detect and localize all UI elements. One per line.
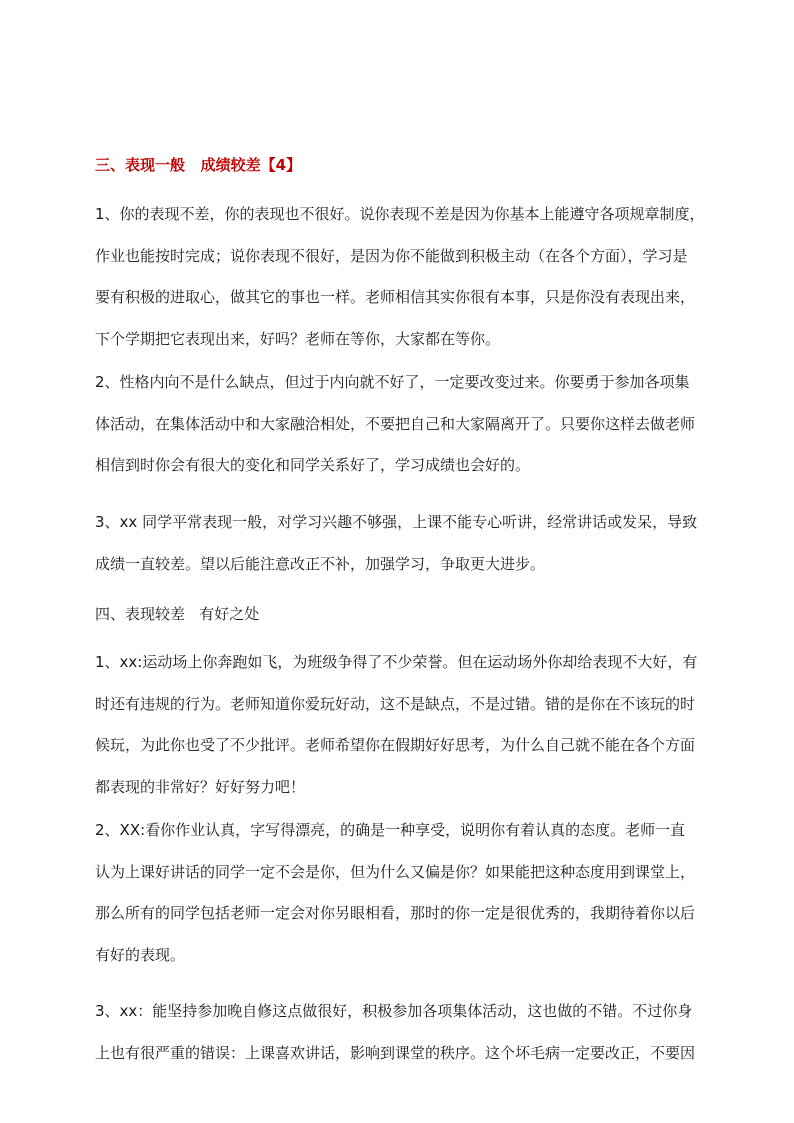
text-line: 有好的表现。 <box>95 945 186 964</box>
text-line: 相信到时你会有很大的变化和同学关系好了，学习成绩也会好的。 <box>95 456 531 474</box>
text-line: 成绩一直较差。望以后能注意改正不补，加强学习，争取更大进步。 <box>95 554 546 573</box>
paragraph <box>95 997 735 1067</box>
text-line: 2、性格内向不是什么缺点，但过于内向就不好了，一定要改变过来。你要勇于参加各项集 <box>95 373 690 391</box>
paragraph <box>95 816 735 969</box>
text-line: 下个学期把它表现出来，好吗？老师在等你，大家都在等你。 <box>95 329 501 348</box>
paragraph <box>95 508 735 578</box>
text-line: 都表现的非常好？好好努力吧！ <box>95 777 306 796</box>
text-line: 要有积极的进取心，做其它的事也一样。老师相信其实你很有本事，只是你没有表现出来， <box>95 288 696 306</box>
section-heading: 四、表现较差 有好之处 <box>95 605 260 623</box>
text-line: 体活动，在集体活动中和大家融洽相处，不要把自己和大家隔离开了。只要你这样去做老师 <box>95 414 696 433</box>
text-line: 时还有违规的行为。老师知道你爱玩好动，这不是缺点，不是过错。错的是你在不该玩的时 <box>95 694 696 713</box>
text-line: 认为上课好讲话的同学一定不会是你，但为什么又偏是你？如果能把这种态度用到课堂上， <box>95 862 696 881</box>
paragraph <box>95 648 735 801</box>
paragraph <box>95 200 735 353</box>
text-line: 3、xx：能坚持参加晚自修这点做很好，积极参加各项集体活动，这也做的不错。不过你身 <box>95 1002 693 1020</box>
text-line: 上也有很严重的错误：上课喜欢讲话，影响到课堂的秩序。这个坏毛病一定要改正，不要因 <box>95 1043 696 1062</box>
text-line: 候玩，为此你也受了不少批评。老师希望你在假期好好思考，为什么自己就不能在各个方面 <box>95 736 696 754</box>
text-line: 作业也能按时完成；说你表现不很好，是因为你不能做到积极主动（在各个方面），学习是 <box>95 246 688 265</box>
text-line: 3、xx 同学平常表现一般，对学习兴趣不够强，上课不能专心听讲，经常讲话或发呆，导致 <box>95 513 698 531</box>
text-line: 那么所有的同学包括老师一定会对你另眼相看，那时的你一定是很优秀的，我期待着你以后 <box>95 904 696 922</box>
text-line: 1、你的表现不差，你的表现也不很好。说你表现不差是因为你基本上能遵守各项规章制度， <box>95 205 705 223</box>
text-line: 1、xx:运动场上你奔跑如飞，为班级争得了不少荣誉。但在运动场外你却给表现不大好，有 <box>95 653 698 671</box>
text-line: 2、XX:看你作业认真，字写得漂亮，的确是一种享受，说明你有着认真的态度。老师一直 <box>95 821 686 839</box>
section-heading: 三、表现一般 成绩较差【4】 <box>95 156 302 174</box>
paragraph <box>95 368 735 479</box>
